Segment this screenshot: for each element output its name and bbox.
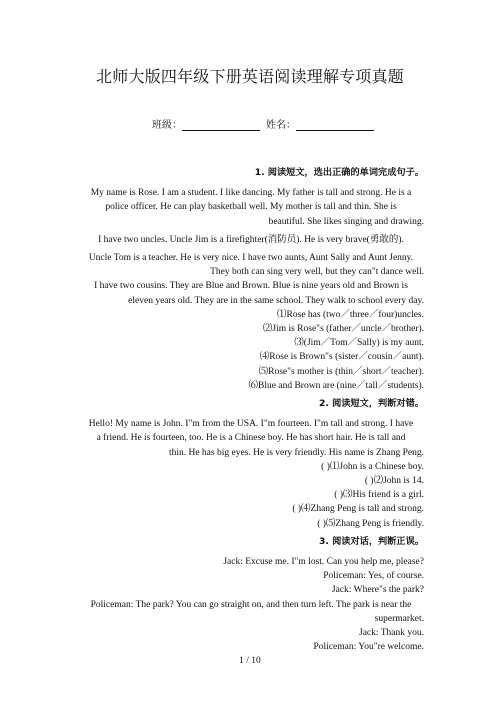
name-blank[interactable] [296, 120, 374, 131]
name-label: 姓名： [266, 120, 296, 131]
question1-item: ⑴Rose has (two／three／four)uncles. [277, 309, 424, 320]
dialogue-line: Jack: Where"s the park? [331, 585, 424, 596]
question1-item: ⑷Rose is Brown"s (sister／cousin／aunt). [259, 352, 424, 363]
class-blank[interactable] [182, 120, 260, 131]
name-field [266, 116, 374, 131]
passage1-line: beautiful. She likes singing and drawing. [268, 216, 424, 227]
passage2-line: a friend. He is fourteen, too. He is a Chinese boy. He has short hair. He is tall and [96, 433, 406, 444]
passage1-line: I have two uncles. Uncle Jim is a firefighter(消防员). He is very brave(勇敢的). [98, 234, 404, 245]
section2-heading: 2. 阅读短文，判断对错。 [319, 398, 424, 410]
question2-item: ( )⑶His friend is a girl. [334, 490, 424, 501]
dialogue-line: Policeman: Yes, of course. [323, 571, 424, 582]
class-label: 班级： [152, 120, 182, 131]
question2-item: ( )⑷Zhang Peng is tall and strong. [292, 504, 424, 515]
question1-item: ⑶(Jim／Tom／Sally) is my aunt. [294, 338, 424, 349]
question2-item: ( )⑵John is 14. [364, 476, 424, 487]
section3-heading: 3. 阅读对话，判断正误。 [319, 535, 424, 547]
question1-item: ⑵Jim is Rose"s (father／uncle／brother). [262, 324, 424, 335]
passage1-line: eleven years old. They are in the same school. They walk to school every day. [128, 295, 424, 306]
question1-item: ⑸Rose"s mother is (thin／short／teacher). [258, 366, 424, 377]
dialogue-line: supermarket. [374, 613, 424, 624]
passage1-line: police officer. He can play basketball well. My mother is tall and thin. She is [105, 202, 397, 213]
question2-item: ( )⑸Zhang Peng is friendly. [317, 518, 424, 529]
passage1-line: My name is Rose. I am a student. I like dancing. My father is tall and strong. He is a [90, 188, 412, 199]
question1-item: ⑹Blue and Brown are (nine／tall／students). [248, 380, 424, 391]
passage1-line: Uncle Tom is a teacher. He is very nice. I have two aunts, Aunt Sally and Aunt Jenny. [88, 253, 414, 264]
page-title: 北师大版四年级下册英语阅读理解专项真题 [96, 67, 404, 86]
page-number: 1 / 10 [239, 656, 261, 666]
dialogue-line: Policeman: You"re welcome. [313, 642, 424, 653]
section1-heading: 1. 阅读短文，选出正确的单词完成句子。 [254, 167, 424, 178]
class-field [152, 116, 260, 131]
dialogue-line: Jack: Excuse me. I"m lost. Can you help me, please? [223, 557, 424, 568]
passage2-line: thin. He has big eyes. He is very friendly. His name is Zhang Peng. [168, 447, 424, 458]
passage1-line: I have two cousins. They are Blue and Brown. Blue is nine years old and Brown is [94, 281, 408, 292]
dialogue-line: Policeman: The park? You can go straight on, and then turn left. The park is near the [90, 599, 412, 610]
worksheet-content [78, 166, 424, 655]
passage2-line: Hello! My name is John. I"m from the USA. I"m fourteen. I"m tall and strong. I have [88, 419, 414, 430]
question2-item: ( )⑴John is a Chinese boy. [321, 461, 424, 472]
dialogue-line: Jack: Thank you. [359, 628, 424, 639]
passage1-line: They both can sing very well, but they can"t dance well. [210, 267, 424, 278]
